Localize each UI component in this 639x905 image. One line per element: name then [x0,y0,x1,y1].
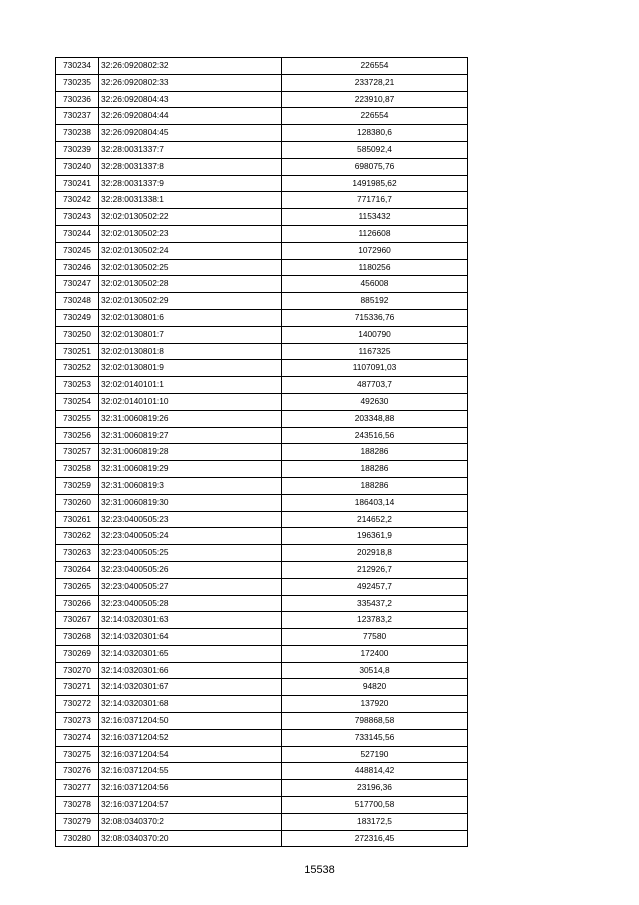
value-cell: 1400790 [282,326,468,343]
cadastral-number-cell: 32:28:0031338:1 [99,192,282,209]
cadastral-number-cell: 32:16:0371204:56 [99,780,282,797]
cadastral-number-cell: 32:08:0340370:2 [99,813,282,830]
table-row [56,158,468,175]
value-cell: 226554 [282,108,468,125]
row-id-cell: 730255 [56,410,99,427]
value-cell: 196361,9 [282,528,468,545]
table-row [56,276,468,293]
cadastral-number-cell: 32:23:0400505:28 [99,595,282,612]
row-id-cell: 730274 [56,729,99,746]
cadastral-number-cell: 32:26:0920802:33 [99,74,282,91]
cadastral-number-cell: 32:31:0060819:26 [99,410,282,427]
row-id-cell: 730257 [56,444,99,461]
value-cell: 585092,4 [282,141,468,158]
table-row [56,578,468,595]
row-id-cell: 730279 [56,813,99,830]
table-row [56,746,468,763]
value-cell: 1180256 [282,259,468,276]
cadastral-number-cell: 32:23:0400505:24 [99,528,282,545]
cadastral-number-cell: 32:31:0060819:28 [99,444,282,461]
table-row [56,91,468,108]
row-id-cell: 730258 [56,461,99,478]
cadastral-number-cell: 32:23:0400505:25 [99,545,282,562]
cadastral-number-cell: 32:26:0920804:45 [99,125,282,142]
cadastral-number-cell: 32:16:0371204:50 [99,713,282,730]
row-id-cell: 730246 [56,259,99,276]
table-row [56,729,468,746]
cadastral-number-cell: 32:14:0320301:64 [99,629,282,646]
cadastral-number-cell: 32:31:0060819:27 [99,427,282,444]
value-cell: 1167325 [282,343,468,360]
table-row [56,595,468,612]
cadastral-number-cell: 32:28:0031337:8 [99,158,282,175]
row-id-cell: 730245 [56,242,99,259]
value-cell: 226554 [282,58,468,75]
value-cell: 183172,5 [282,813,468,830]
cadastral-number-cell: 32:14:0320301:68 [99,696,282,713]
table-row [56,343,468,360]
row-id-cell: 730278 [56,797,99,814]
row-id-cell: 730251 [56,343,99,360]
table-row [56,679,468,696]
row-id-cell: 730241 [56,175,99,192]
cadastral-number-cell: 32:02:0130801:9 [99,360,282,377]
table-row [56,561,468,578]
cadastral-number-cell: 32:28:0031337:7 [99,141,282,158]
table-row [56,645,468,662]
row-id-cell: 730238 [56,125,99,142]
value-cell: 527190 [282,746,468,763]
value-cell: 733145,56 [282,729,468,746]
cadastral-number-cell: 32:14:0320301:66 [99,662,282,679]
cadastral-number-cell: 32:02:0130502:25 [99,259,282,276]
table-row [56,259,468,276]
row-id-cell: 730242 [56,192,99,209]
table-row [56,225,468,242]
value-cell: 492457,7 [282,578,468,595]
cadastral-number-cell: 32:02:0130502:22 [99,209,282,226]
value-cell: 128380,6 [282,125,468,142]
cadastral-number-cell: 32:31:0060819:30 [99,494,282,511]
value-cell: 1072960 [282,242,468,259]
table-row [56,830,468,847]
value-cell: 188286 [282,444,468,461]
cadastral-number-cell: 32:16:0371204:57 [99,797,282,814]
row-id-cell: 730240 [56,158,99,175]
value-cell: 123783,2 [282,612,468,629]
table-row [56,326,468,343]
row-id-cell: 730234 [56,58,99,75]
value-cell: 233728,21 [282,74,468,91]
cadastral-number-cell: 32:26:0920804:44 [99,108,282,125]
value-cell: 885192 [282,293,468,310]
cadastral-number-cell: 32:02:0140101:1 [99,377,282,394]
cadastral-number-cell: 32:31:0060819:29 [99,461,282,478]
table-row [56,74,468,91]
row-id-cell: 730253 [56,377,99,394]
row-id-cell: 730236 [56,91,99,108]
row-id-cell: 730266 [56,595,99,612]
cadastral-number-cell: 32:23:0400505:23 [99,511,282,528]
table-row [56,108,468,125]
value-cell: 798868,58 [282,713,468,730]
value-cell: 487703,7 [282,377,468,394]
value-cell: 698075,76 [282,158,468,175]
cadastral-number-cell: 32:02:0130502:29 [99,293,282,310]
cadastral-number-cell: 32:02:0130801:6 [99,309,282,326]
row-id-cell: 730252 [56,360,99,377]
value-cell: 186403,14 [282,494,468,511]
value-cell: 517700,58 [282,797,468,814]
table-row [56,763,468,780]
table-row [56,377,468,394]
cadastral-number-cell: 32:16:0371204:55 [99,763,282,780]
value-cell: 202918,8 [282,545,468,562]
row-id-cell: 730256 [56,427,99,444]
row-id-cell: 730259 [56,477,99,494]
row-id-cell: 730264 [56,561,99,578]
cadastral-number-cell: 32:14:0320301:67 [99,679,282,696]
table-row [56,780,468,797]
value-cell: 212926,7 [282,561,468,578]
value-cell: 223910,87 [282,91,468,108]
cadastral-number-cell: 32:14:0320301:63 [99,612,282,629]
row-id-cell: 730237 [56,108,99,125]
table-row [56,477,468,494]
cadastral-number-cell: 32:26:0920802:32 [99,58,282,75]
row-id-cell: 730271 [56,679,99,696]
table-row [56,713,468,730]
row-id-cell: 730272 [56,696,99,713]
value-cell: 172400 [282,645,468,662]
value-cell: 137920 [282,696,468,713]
table-row [56,629,468,646]
value-cell: 30514,8 [282,662,468,679]
table-row [56,528,468,545]
cadastral-number-cell: 32:02:0140101:10 [99,393,282,410]
row-id-cell: 730262 [56,528,99,545]
value-cell: 771716,7 [282,192,468,209]
data-table [55,57,468,847]
row-id-cell: 730276 [56,763,99,780]
cadastral-number-cell: 32:26:0920804:43 [99,91,282,108]
row-id-cell: 730267 [56,612,99,629]
cadastral-number-cell: 32:02:0130502:23 [99,225,282,242]
value-cell: 23196,36 [282,780,468,797]
cadastral-number-cell: 32:23:0400505:27 [99,578,282,595]
table-row [56,209,468,226]
row-id-cell: 730280 [56,830,99,847]
row-id-cell: 730269 [56,645,99,662]
table-row [56,125,468,142]
value-cell: 1126608 [282,225,468,242]
table-row [56,545,468,562]
table-row [56,393,468,410]
row-id-cell: 730249 [56,309,99,326]
value-cell: 243516,56 [282,427,468,444]
value-cell: 203348,88 [282,410,468,427]
row-id-cell: 730243 [56,209,99,226]
table-row [56,242,468,259]
cadastral-number-cell: 32:02:0130502:28 [99,276,282,293]
table-row [56,58,468,75]
value-cell: 456008 [282,276,468,293]
value-cell: 1107091,03 [282,360,468,377]
cadastral-number-cell: 32:28:0031337:9 [99,175,282,192]
cadastral-number-cell: 32:16:0371204:54 [99,746,282,763]
cadastral-number-cell: 32:16:0371204:52 [99,729,282,746]
table-body [56,58,468,847]
cadastral-number-cell: 32:23:0400505:26 [99,561,282,578]
value-cell: 77580 [282,629,468,646]
row-id-cell: 730261 [56,511,99,528]
row-id-cell: 730275 [56,746,99,763]
table-row [56,192,468,209]
row-id-cell: 730270 [56,662,99,679]
table-row [56,696,468,713]
cadastral-number-cell: 32:08:0340370:20 [99,830,282,847]
table-row [56,494,468,511]
table-row [56,293,468,310]
table-row [56,360,468,377]
row-id-cell: 730260 [56,494,99,511]
table-row [56,813,468,830]
page-number: 15538 [304,864,335,876]
row-id-cell: 730268 [56,629,99,646]
value-cell: 272316,45 [282,830,468,847]
value-cell: 335437,2 [282,595,468,612]
row-id-cell: 730250 [56,326,99,343]
row-id-cell: 730244 [56,225,99,242]
table-row [56,427,468,444]
value-cell: 1153432 [282,209,468,226]
table-row [56,612,468,629]
value-cell: 214652,2 [282,511,468,528]
cadastral-number-cell: 32:02:0130801:8 [99,343,282,360]
table-row [56,309,468,326]
table-row [56,175,468,192]
cadastral-number-cell: 32:02:0130502:24 [99,242,282,259]
cadastral-number-cell: 32:31:0060819:3 [99,477,282,494]
value-cell: 1491985,62 [282,175,468,192]
table-row [56,662,468,679]
value-cell: 188286 [282,461,468,478]
row-id-cell: 730239 [56,141,99,158]
table-row [56,461,468,478]
value-cell: 715336,76 [282,309,468,326]
row-id-cell: 730263 [56,545,99,562]
row-id-cell: 730247 [56,276,99,293]
row-id-cell: 730273 [56,713,99,730]
table-row [56,797,468,814]
table-row [56,444,468,461]
table-row [56,511,468,528]
table-row [56,410,468,427]
value-cell: 448814,42 [282,763,468,780]
row-id-cell: 730235 [56,74,99,91]
row-id-cell: 730248 [56,293,99,310]
value-cell: 188286 [282,477,468,494]
cadastral-number-cell: 32:02:0130801:7 [99,326,282,343]
value-cell: 94820 [282,679,468,696]
cadastral-number-cell: 32:14:0320301:65 [99,645,282,662]
table-row [56,141,468,158]
row-id-cell: 730277 [56,780,99,797]
value-cell: 492630 [282,393,468,410]
row-id-cell: 730254 [56,393,99,410]
row-id-cell: 730265 [56,578,99,595]
